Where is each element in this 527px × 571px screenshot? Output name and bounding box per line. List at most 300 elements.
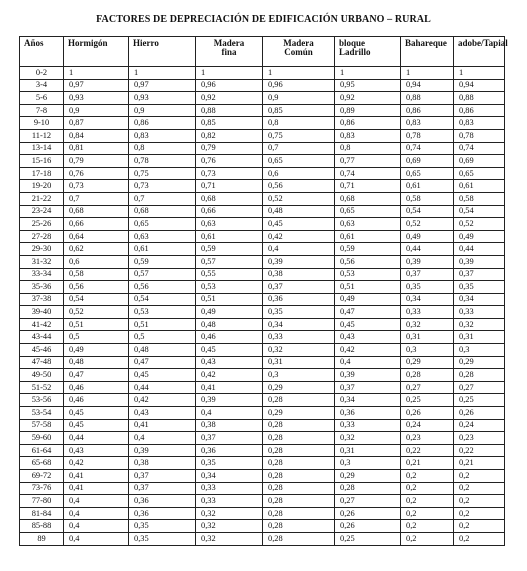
column-header-madera-comun [263, 37, 335, 67]
factor-cell: 0,32 [196, 520, 263, 533]
factor-cell: 0,24 [401, 419, 454, 432]
factor-cell: 0,58 [64, 268, 129, 281]
factor-cell: 0,76 [196, 155, 263, 168]
factor-cell: 0,69 [401, 155, 454, 168]
age-range-cell: 53-56 [20, 394, 64, 407]
factor-cell: 0,31 [335, 444, 401, 457]
factor-cell: 0,4 [196, 407, 263, 420]
factor-cell: 0,44 [401, 243, 454, 256]
table-row [20, 432, 505, 445]
factor-cell: 0,28 [263, 470, 335, 483]
factor-cell: 0,38 [196, 419, 263, 432]
factor-cell: 0,83 [129, 129, 196, 142]
factor-cell: 0,34 [263, 318, 335, 331]
factor-cell: 0,97 [129, 79, 196, 92]
table-row [20, 457, 505, 470]
table-row [20, 281, 505, 294]
factor-cell: 0,4 [64, 507, 129, 520]
factor-cell: 0,26 [454, 407, 505, 420]
factor-cell: 0,45 [335, 318, 401, 331]
factor-cell: 0,65 [401, 167, 454, 180]
factor-cell: 0,34 [196, 470, 263, 483]
factor-cell: 0,48 [129, 344, 196, 357]
factor-cell: 0,4 [64, 495, 129, 508]
age-range-cell: 85-88 [20, 520, 64, 533]
factor-cell: 0,86 [335, 117, 401, 130]
factor-cell: 0,85 [263, 104, 335, 117]
factor-cell: 0,83 [454, 117, 505, 130]
table-row [20, 394, 505, 407]
table-row [20, 79, 505, 92]
factor-cell: 0,39 [335, 369, 401, 382]
age-range-cell: 69-72 [20, 470, 64, 483]
factor-cell: 0,54 [129, 293, 196, 306]
factor-cell: 0,5 [64, 331, 129, 344]
column-header-label: Hierro [133, 38, 159, 48]
factor-cell: 0,21 [454, 457, 505, 470]
table-row [20, 230, 505, 243]
factor-cell: 0,41 [129, 419, 196, 432]
factor-cell: 0,35 [401, 281, 454, 294]
factor-cell: 0,78 [401, 129, 454, 142]
factor-cell: 0,86 [454, 104, 505, 117]
factor-cell: 0,68 [64, 205, 129, 218]
factor-cell: 0,2 [401, 520, 454, 533]
factor-cell: 0,55 [196, 268, 263, 281]
factor-cell: 0,35 [129, 520, 196, 533]
column-header-bahareque [401, 37, 454, 67]
factor-cell: 0,88 [454, 92, 505, 105]
factor-cell: 1 [335, 67, 401, 80]
factor-cell: 0,32 [263, 344, 335, 357]
factor-cell: 0,65 [454, 167, 505, 180]
table-row [20, 205, 505, 218]
factor-cell: 0,68 [335, 192, 401, 205]
factor-cell: 0,8 [129, 142, 196, 155]
factor-cell: 0,28 [263, 520, 335, 533]
factor-cell: 0,88 [401, 92, 454, 105]
factor-cell: 0,5 [129, 331, 196, 344]
factor-cell: 0,61 [401, 180, 454, 193]
factor-cell: 0,74 [454, 142, 505, 155]
factor-cell: 0,35 [129, 532, 196, 545]
table-row [20, 381, 505, 394]
factor-cell: 0,43 [129, 407, 196, 420]
factor-cell: 0,39 [401, 255, 454, 268]
factor-cell: 0,33 [401, 306, 454, 319]
factor-cell: 0,2 [401, 507, 454, 520]
factor-cell: 0,28 [454, 369, 505, 382]
column-header-sublabel: fina [221, 47, 237, 57]
factor-cell: 0,77 [335, 155, 401, 168]
factor-cell: 0,49 [454, 230, 505, 243]
age-range-cell: 0-2 [20, 67, 64, 80]
age-range-cell: 39-40 [20, 306, 64, 319]
factor-cell: 0,71 [196, 180, 263, 193]
factor-cell: 0,2 [454, 507, 505, 520]
factor-cell: 0,39 [263, 255, 335, 268]
factor-cell: 0,33 [263, 331, 335, 344]
factor-cell: 0,48 [196, 318, 263, 331]
table-row [20, 419, 505, 432]
factor-cell: 0,37 [401, 268, 454, 281]
factor-cell: 0,61 [196, 230, 263, 243]
factor-cell: 0,46 [196, 331, 263, 344]
factor-cell: 0,74 [401, 142, 454, 155]
table-row [20, 67, 505, 80]
factor-cell: 0,28 [263, 482, 335, 495]
factor-cell: 0,28 [263, 444, 335, 457]
factor-cell: 0,45 [64, 419, 129, 432]
age-range-cell: 25-26 [20, 218, 64, 231]
factor-cell: 0,79 [64, 155, 129, 168]
factor-cell: 1 [129, 67, 196, 80]
factor-cell: 0,3 [335, 457, 401, 470]
factor-cell: 0,81 [64, 142, 129, 155]
table-row [20, 532, 505, 545]
factor-cell: 0,43 [335, 331, 401, 344]
factor-cell: 0,68 [129, 205, 196, 218]
factor-cell: 0,47 [129, 356, 196, 369]
factor-cell: 0,49 [196, 306, 263, 319]
age-range-cell: 81-84 [20, 507, 64, 520]
factor-cell: 0,22 [454, 444, 505, 457]
factor-cell: 0,66 [64, 218, 129, 231]
factor-cell: 0,28 [401, 369, 454, 382]
factor-cell: 0,73 [64, 180, 129, 193]
age-range-cell: 45-46 [20, 344, 64, 357]
factor-cell: 0,36 [263, 293, 335, 306]
factor-cell: 0,29 [263, 381, 335, 394]
factor-cell: 0,56 [263, 180, 335, 193]
factor-cell: 0,75 [129, 167, 196, 180]
factor-cell: 0,59 [196, 243, 263, 256]
table-row [20, 255, 505, 268]
age-range-cell: 61-64 [20, 444, 64, 457]
factor-cell: 0,28 [263, 532, 335, 545]
factor-cell: 0,42 [129, 394, 196, 407]
age-range-cell: 7-8 [20, 104, 64, 117]
factor-cell: 0,25 [454, 394, 505, 407]
factor-cell: 0,35 [263, 306, 335, 319]
factor-cell: 0,29 [263, 407, 335, 420]
factor-cell: 0,3 [401, 344, 454, 357]
factor-cell: 0,65 [129, 218, 196, 231]
factor-cell: 0,52 [454, 218, 505, 231]
factor-cell: 0,2 [454, 520, 505, 533]
factor-cell: 0,25 [335, 532, 401, 545]
factor-cell: 0,95 [335, 79, 401, 92]
factor-cell: 0,32 [196, 532, 263, 545]
factor-cell: 0,86 [129, 117, 196, 130]
factor-cell: 0,59 [335, 243, 401, 256]
factor-cell: 0,58 [454, 192, 505, 205]
factor-cell: 0,89 [335, 104, 401, 117]
age-range-cell: 3-4 [20, 79, 64, 92]
factor-cell: 0,36 [196, 444, 263, 457]
factor-cell: 0,7 [129, 192, 196, 205]
factor-cell: 0,42 [64, 457, 129, 470]
factor-cell: 0,82 [196, 129, 263, 142]
factor-cell: 0,28 [263, 495, 335, 508]
factor-cell: 0,8 [263, 117, 335, 130]
factor-cell: 0,52 [401, 218, 454, 231]
factor-cell: 0,36 [129, 495, 196, 508]
factor-cell: 0,53 [129, 306, 196, 319]
table-body [20, 67, 505, 546]
factor-cell: 0,46 [64, 381, 129, 394]
age-range-cell: 29-30 [20, 243, 64, 256]
factor-cell: 0,94 [401, 79, 454, 92]
factor-cell: 0,2 [454, 495, 505, 508]
factor-cell: 0,76 [64, 167, 129, 180]
factor-cell: 1 [263, 67, 335, 80]
factor-cell: 0,22 [401, 444, 454, 457]
column-header-anos [20, 37, 64, 67]
depreciation-table [19, 36, 508, 546]
age-range-cell: 31-32 [20, 255, 64, 268]
column-header-sublabel: Ladrillo [339, 47, 371, 57]
table-row [20, 507, 505, 520]
factor-cell: 0,32 [196, 507, 263, 520]
factor-cell: 0,83 [335, 129, 401, 142]
age-range-cell: 9-10 [20, 117, 64, 130]
column-header-bloque-ladrillo [335, 37, 401, 67]
factor-cell: 0,7 [64, 192, 129, 205]
factor-cell: 0,65 [335, 205, 401, 218]
factor-cell: 0,54 [64, 293, 129, 306]
factor-cell: 0,23 [454, 432, 505, 445]
factor-cell: 0,39 [196, 394, 263, 407]
factor-cell: 0,96 [196, 79, 263, 92]
factor-cell: 0,27 [454, 381, 505, 394]
factor-cell: 0,93 [64, 92, 129, 105]
age-range-cell: 49-50 [20, 369, 64, 382]
factor-cell: 0,4 [64, 532, 129, 545]
age-range-cell: 41-42 [20, 318, 64, 331]
factor-cell: 0,38 [263, 268, 335, 281]
factor-cell: 0,27 [401, 381, 454, 394]
factor-cell: 0,68 [196, 192, 263, 205]
age-range-cell: 33-34 [20, 268, 64, 281]
factor-cell: 0,53 [335, 268, 401, 281]
factor-cell: 0,42 [196, 369, 263, 382]
factor-cell: 0,37 [129, 470, 196, 483]
factor-cell: 0,45 [64, 407, 129, 420]
factor-cell: 0,86 [401, 104, 454, 117]
age-range-cell: 57-58 [20, 419, 64, 432]
factor-cell: 0,78 [129, 155, 196, 168]
column-header-sublabel: Común [284, 47, 313, 57]
factor-cell: 0,33 [454, 306, 505, 319]
factor-cell: 0,2 [454, 532, 505, 545]
factor-cell: 0,51 [129, 318, 196, 331]
factor-cell: 0,43 [64, 444, 129, 457]
factor-cell: 0,63 [129, 230, 196, 243]
factor-cell: 0,56 [129, 281, 196, 294]
column-header-adobe-tapial [454, 37, 508, 67]
table-row [20, 444, 505, 457]
factor-cell: 0,8 [335, 142, 401, 155]
factor-cell: 0,21 [401, 457, 454, 470]
factor-cell: 0,45 [263, 218, 335, 231]
table-row [20, 356, 505, 369]
column-header-madera-fina [196, 37, 263, 67]
table-row [20, 407, 505, 420]
factor-cell: 0,36 [129, 507, 196, 520]
factor-cell: 0,28 [263, 457, 335, 470]
factor-cell: 0,37 [129, 482, 196, 495]
factor-cell: 0,92 [196, 92, 263, 105]
factor-cell: 0,41 [64, 470, 129, 483]
factor-cell: 0,32 [335, 432, 401, 445]
factor-cell: 0,93 [129, 92, 196, 105]
table-row [20, 306, 505, 319]
factor-cell: 0,4 [335, 356, 401, 369]
factor-cell: 0,78 [454, 129, 505, 142]
table-row [20, 218, 505, 231]
factor-cell: 0,23 [401, 432, 454, 445]
table-row [20, 331, 505, 344]
factor-cell: 0,4 [64, 520, 129, 533]
factor-cell: 0,41 [196, 381, 263, 394]
age-range-cell: 11-12 [20, 129, 64, 142]
factor-cell: 0,28 [263, 432, 335, 445]
age-range-cell: 73-76 [20, 482, 64, 495]
factor-cell: 0,44 [129, 381, 196, 394]
table-row [20, 470, 505, 483]
factor-cell: 0,84 [64, 129, 129, 142]
factor-cell: 1 [454, 67, 505, 80]
factor-cell: 0,52 [263, 192, 335, 205]
factor-cell: 0,88 [196, 104, 263, 117]
factor-cell: 0,49 [335, 293, 401, 306]
factor-cell: 0,56 [335, 255, 401, 268]
table-row [20, 104, 505, 117]
table-row [20, 192, 505, 205]
age-range-cell: 35-36 [20, 281, 64, 294]
age-range-cell: 47-48 [20, 356, 64, 369]
age-range-cell: 89 [20, 532, 64, 545]
factor-cell: 0,54 [454, 205, 505, 218]
factor-cell: 0,36 [335, 407, 401, 420]
factor-cell: 0,57 [196, 255, 263, 268]
age-range-cell: 23-24 [20, 205, 64, 218]
factor-cell: 0,75 [263, 129, 335, 142]
factor-cell: 0,34 [454, 293, 505, 306]
factor-cell: 0,79 [196, 142, 263, 155]
factor-cell: 0,31 [454, 331, 505, 344]
factor-cell: 0,26 [401, 407, 454, 420]
table-row [20, 180, 505, 193]
age-range-cell: 53-54 [20, 407, 64, 420]
factor-cell: 0,3 [263, 369, 335, 382]
factor-cell: 0,51 [64, 318, 129, 331]
factor-cell: 0,33 [196, 482, 263, 495]
factor-cell: 0,37 [454, 268, 505, 281]
factor-cell: 0,42 [335, 344, 401, 357]
factor-cell: 0,47 [335, 306, 401, 319]
factor-cell: 0,45 [129, 369, 196, 382]
factor-cell: 0,3 [454, 344, 505, 357]
factor-cell: 0,2 [454, 482, 505, 495]
factor-cell: 0,43 [196, 356, 263, 369]
factor-cell: 0,73 [196, 167, 263, 180]
factor-cell: 0,9 [263, 92, 335, 105]
factor-cell: 0,63 [196, 218, 263, 231]
table-header-row [20, 37, 505, 67]
column-header-hierro [129, 37, 196, 67]
factor-cell: 0,44 [454, 243, 505, 256]
factor-cell: 0,4 [263, 243, 335, 256]
factor-cell: 0,2 [401, 482, 454, 495]
column-header-label: Bahareque [405, 38, 447, 48]
factor-cell: 0,28 [263, 394, 335, 407]
factor-cell: 0,9 [129, 104, 196, 117]
factor-cell: 0,9 [64, 104, 129, 117]
factor-cell: 0,51 [196, 293, 263, 306]
factor-cell: 0,45 [196, 344, 263, 357]
age-range-cell: 37-38 [20, 293, 64, 306]
column-header-label: Hormigón [68, 38, 108, 48]
factor-cell: 0,52 [64, 306, 129, 319]
factor-cell: 0,32 [401, 318, 454, 331]
table-row [20, 520, 505, 533]
factor-cell: 0,51 [335, 281, 401, 294]
table-row [20, 482, 505, 495]
column-header-hormigon [64, 37, 129, 67]
factor-cell: 0,54 [401, 205, 454, 218]
factor-cell: 0,37 [263, 281, 335, 294]
factor-cell: 0,6 [263, 167, 335, 180]
factor-cell: 0,25 [401, 394, 454, 407]
table-row [20, 243, 505, 256]
factor-cell: 0,66 [196, 205, 263, 218]
factor-cell: 0,96 [263, 79, 335, 92]
factor-cell: 1 [196, 67, 263, 80]
column-header-label: adobe/Tapial [458, 38, 508, 48]
factor-cell: 0,85 [196, 117, 263, 130]
factor-cell: 0,97 [64, 79, 129, 92]
factor-cell: 0,87 [64, 117, 129, 130]
factor-cell: 0,46 [64, 394, 129, 407]
factor-cell: 0,49 [64, 344, 129, 357]
factor-cell: 0,64 [64, 230, 129, 243]
factor-cell: 0,26 [335, 507, 401, 520]
table-row [20, 129, 505, 142]
age-range-cell: 17-18 [20, 167, 64, 180]
factor-cell: 0,39 [129, 444, 196, 457]
factor-cell: 0,35 [196, 457, 263, 470]
factor-cell: 1 [401, 67, 454, 80]
factor-cell: 0,83 [401, 117, 454, 130]
factor-cell: 0,34 [335, 394, 401, 407]
factor-cell: 0,29 [335, 470, 401, 483]
factor-cell: 0,2 [401, 495, 454, 508]
factor-cell: 0,37 [196, 432, 263, 445]
factor-cell: 0,63 [335, 218, 401, 231]
factor-cell: 0,28 [263, 507, 335, 520]
age-range-cell: 65-68 [20, 457, 64, 470]
factor-cell: 0,7 [263, 142, 335, 155]
page-title: FACTORES DE DEPRECIACIÓN DE EDIFICACIÓN URBANO – RURAL [96, 14, 431, 25]
factor-cell: 0,42 [263, 230, 335, 243]
age-range-cell: 19-20 [20, 180, 64, 193]
factor-cell: 0,62 [64, 243, 129, 256]
age-range-cell: 59-60 [20, 432, 64, 445]
factor-cell: 0,2 [401, 532, 454, 545]
column-header-label: bloque [339, 38, 366, 48]
